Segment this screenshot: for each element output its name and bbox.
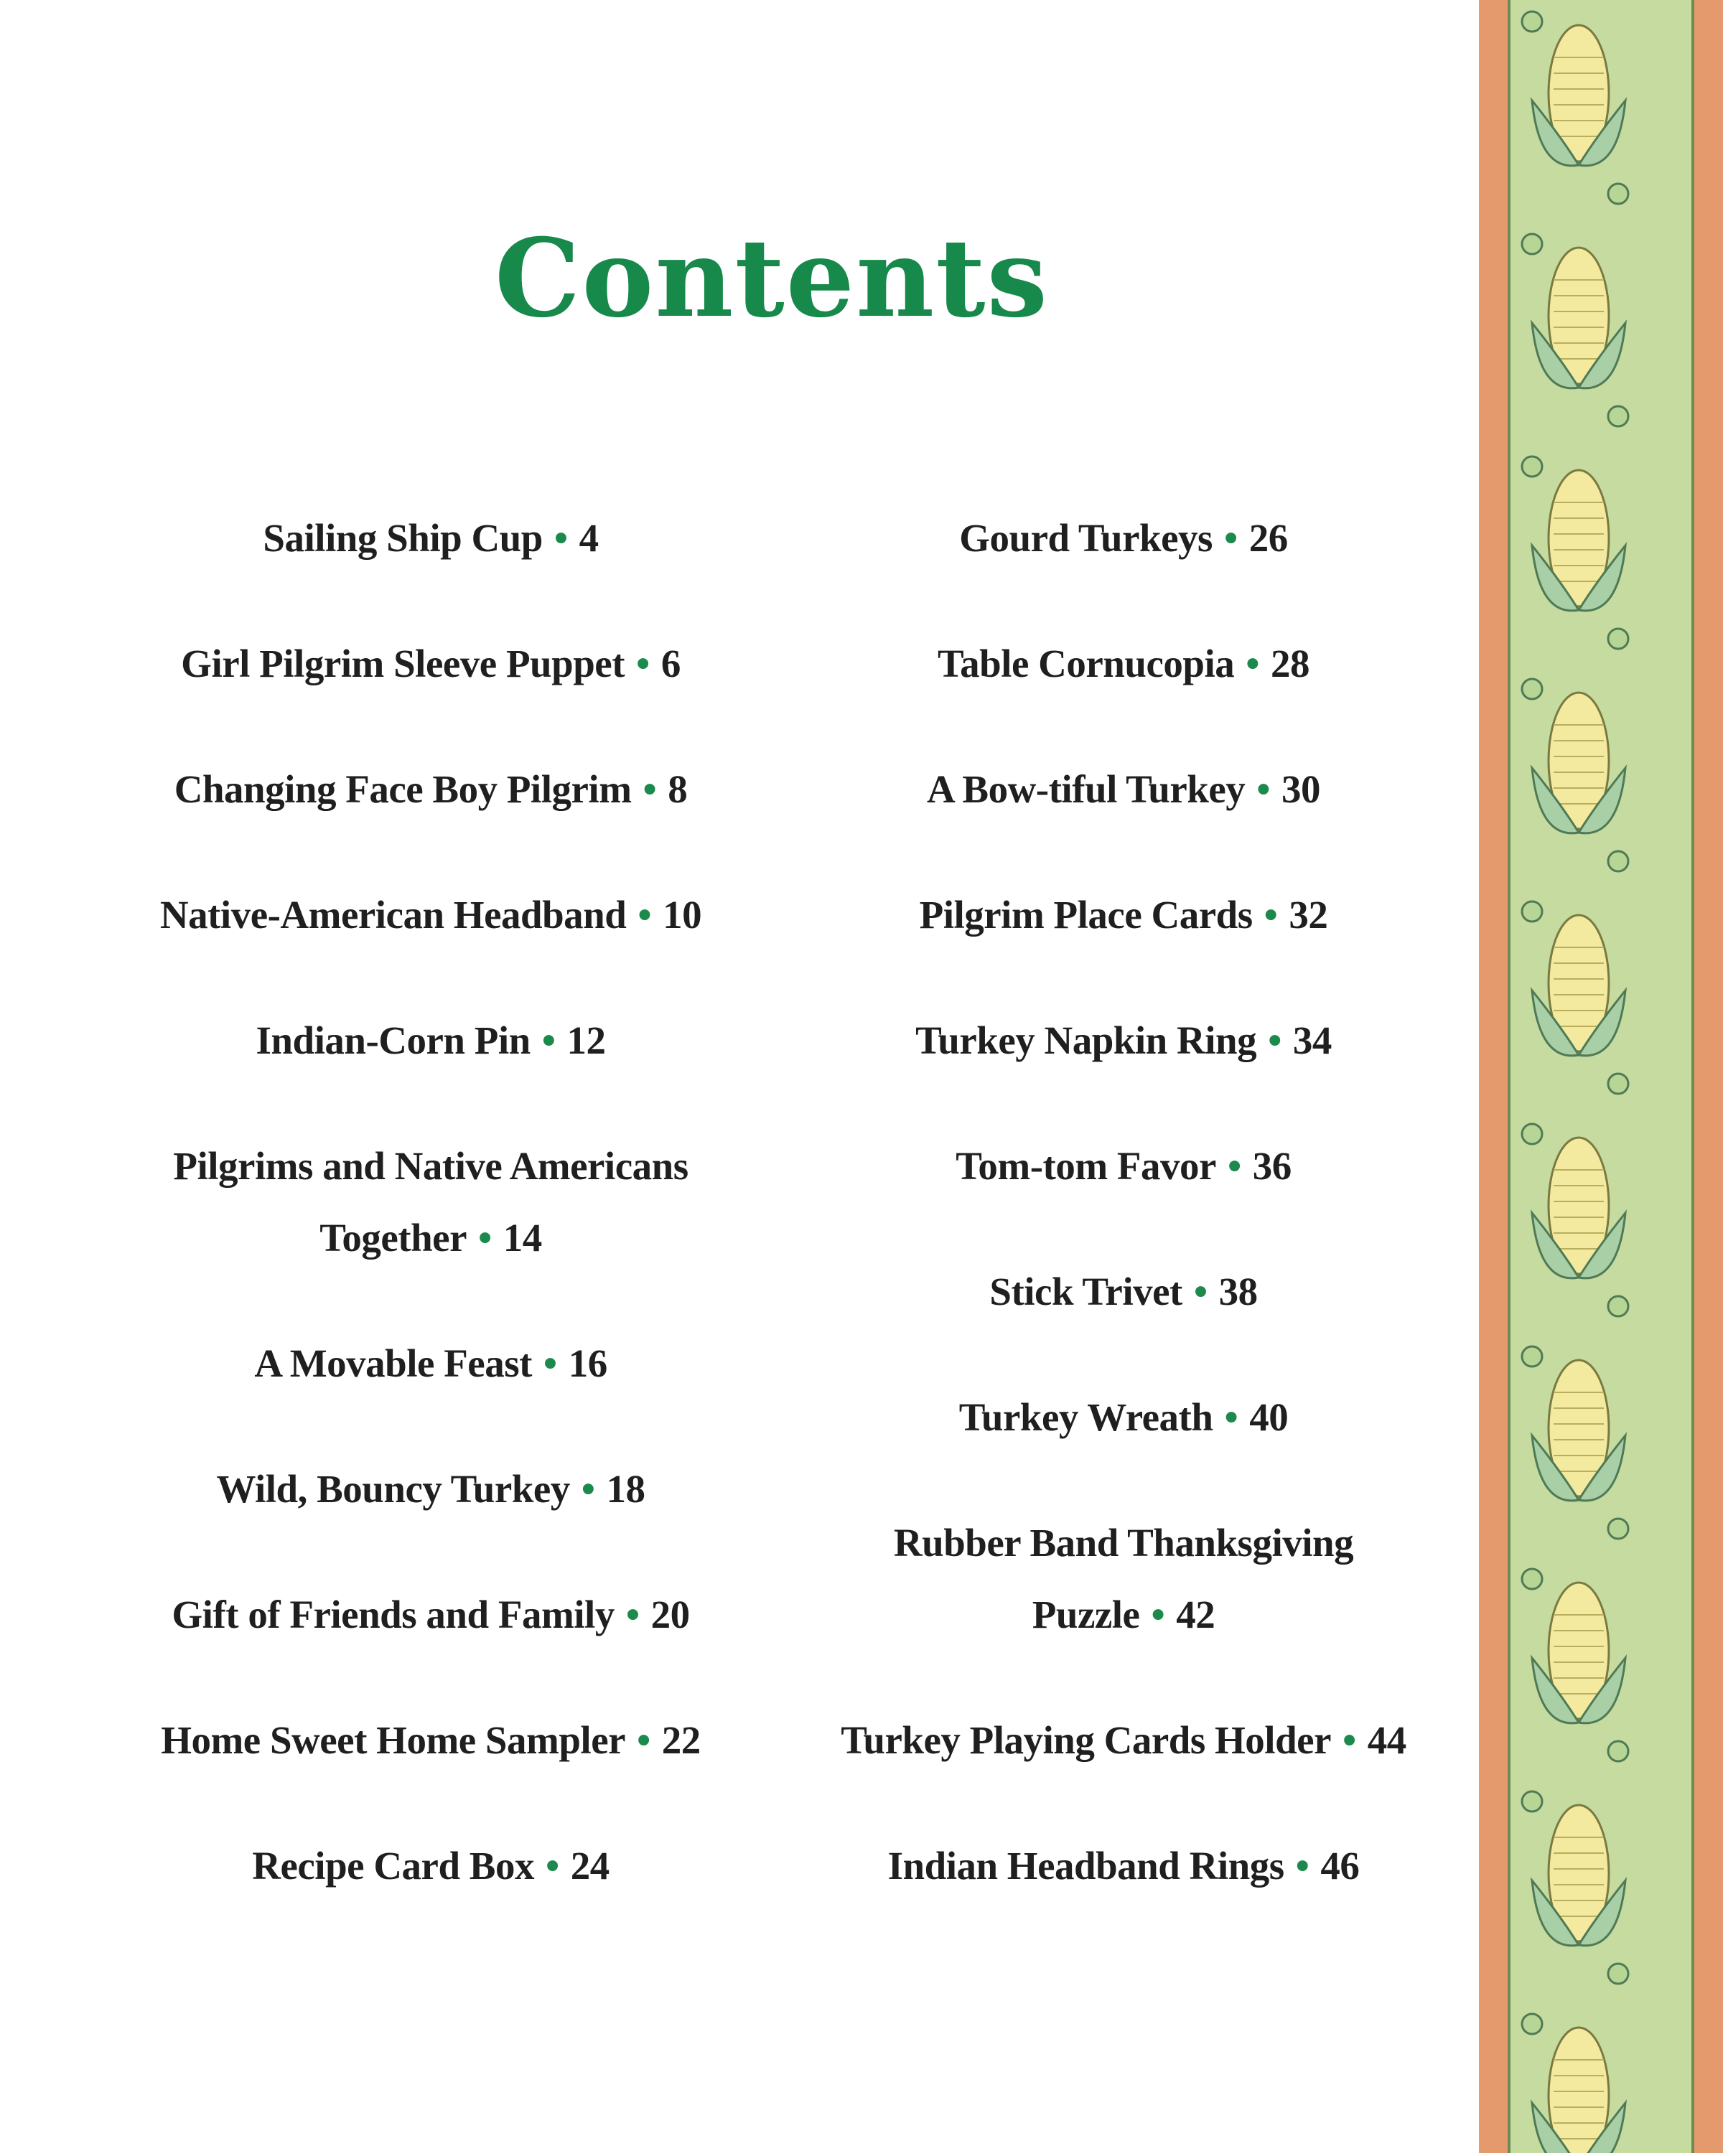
toc-page-number: 16	[568, 1341, 607, 1385]
corn-icon	[1522, 11, 1628, 204]
toc-entry-title: Recipe Card Box	[252, 1844, 534, 1888]
toc-entry[interactable]	[811, 754, 1436, 825]
toc-entry[interactable]	[811, 1830, 1436, 1902]
toc-entry-title: Tom-tom Favor	[956, 1144, 1216, 1188]
corn-icon	[1510, 0, 1640, 2153]
bullet-separator: •	[1256, 767, 1271, 811]
toc-entry-title: Puzzle	[1032, 1593, 1140, 1636]
bullet-separator: •	[1223, 516, 1238, 560]
toc-entry[interactable]	[811, 1256, 1436, 1328]
toc-entry-title-line1: Pilgrims and Native Americans	[173, 1144, 688, 1188]
toc-entry-title: Table Cornucopia	[937, 642, 1235, 685]
toc-page-number: 6	[660, 642, 681, 685]
toc-page-number: 26	[1248, 516, 1288, 560]
toc-entry-title: Turkey Playing Cards Holder	[841, 1718, 1331, 1762]
toc-page-number: 34	[1292, 1018, 1332, 1062]
toc-entry-title: Indian-Corn Pin	[256, 1018, 531, 1062]
toc-page-number: 24	[570, 1844, 610, 1888]
bullet-separator: •	[637, 1718, 650, 1762]
toc-page-number: 40	[1249, 1395, 1289, 1439]
bullet-separator: •	[1227, 1144, 1241, 1188]
toc-entry-title: Changing Face Boy Pilgrim	[174, 767, 632, 811]
toc-page-number: 4	[579, 516, 599, 560]
toc-entry-title: Together	[319, 1216, 467, 1260]
toc-page-number: 14	[503, 1216, 542, 1260]
toc-entry[interactable]	[136, 1328, 725, 1400]
bullet-separator: •	[636, 642, 650, 685]
toc-entry[interactable]	[136, 754, 725, 825]
toc-entry[interactable]	[136, 502, 725, 574]
bullet-separator: •	[554, 516, 568, 560]
bullet-separator: •	[638, 893, 652, 937]
toc-page-number: 44	[1367, 1718, 1406, 1762]
toc-entry-title: Gourd Turkeys	[959, 516, 1213, 560]
toc-entry-title: Turkey Wreath	[958, 1395, 1213, 1439]
toc-entry[interactable]	[811, 1507, 1436, 1651]
bullet-separator: •	[1246, 642, 1260, 685]
corn-icon	[1522, 1124, 1628, 1316]
toc-page-number: 32	[1289, 893, 1328, 937]
bullet-separator: •	[643, 767, 657, 811]
toc-entry[interactable]	[136, 1579, 725, 1651]
corn-icon	[1522, 679, 1628, 871]
toc-page-number: 18	[606, 1467, 645, 1511]
page-title: Contents	[494, 215, 1049, 342]
toc-page-number: 8	[668, 767, 688, 811]
corn-icon	[1522, 456, 1628, 649]
toc-entry-title: A Movable Feast	[254, 1341, 532, 1385]
toc-entry[interactable]	[136, 1005, 725, 1077]
corn-icon	[1522, 1791, 1628, 1984]
toc-entry[interactable]	[136, 1830, 725, 1902]
toc-entry[interactable]	[811, 1382, 1436, 1453]
toc-entry-title: Native-American Headband	[159, 893, 627, 937]
corn-border-strip	[1508, 0, 1694, 2153]
toc-page-number: 20	[650, 1593, 690, 1636]
toc-entry[interactable]	[136, 879, 725, 951]
toc-page-number: 36	[1252, 1144, 1292, 1188]
toc-entry-title: Wild, Bouncy Turkey	[216, 1467, 570, 1511]
toc-entry[interactable]	[136, 628, 725, 700]
toc-entry-title: A Bow-tiful Turkey	[926, 767, 1246, 811]
bullet-separator: •	[1224, 1395, 1238, 1439]
bullet-separator: •	[1268, 1018, 1281, 1062]
toc-entry-title: Gift of Friends and Family	[172, 1593, 615, 1636]
toc-entry[interactable]	[136, 1453, 725, 1525]
toc-entry-title: Sailing Ship Cup	[263, 516, 543, 560]
bullet-separator: •	[1295, 1844, 1309, 1888]
toc-entry[interactable]	[811, 628, 1436, 700]
toc-page-number: 10	[663, 893, 702, 937]
bullet-separator: •	[581, 1467, 595, 1511]
toc-entry-title: Indian Headband Rings	[887, 1844, 1284, 1888]
corn-icon	[1522, 1569, 1628, 1761]
corn-icon	[1522, 1346, 1628, 1539]
bullet-separator: •	[543, 1341, 557, 1385]
toc-entry[interactable]	[811, 502, 1436, 574]
toc-page-number: 12	[566, 1018, 606, 1062]
bullet-separator: •	[545, 1844, 559, 1888]
bullet-separator: •	[1264, 893, 1278, 937]
toc-entry[interactable]	[811, 1130, 1436, 1202]
toc-entry[interactable]	[136, 1130, 725, 1274]
bullet-separator: •	[1342, 1718, 1356, 1762]
toc-entry-title: Stick Trivet	[989, 1270, 1182, 1313]
toc-entry-title: Pilgrim Place Cards	[919, 893, 1253, 937]
toc-entry-title: Girl Pilgrim Sleeve Puppet	[181, 642, 625, 685]
toc-page-number: 46	[1320, 1844, 1360, 1888]
toc-entry-title: Home Sweet Home Sampler	[161, 1718, 626, 1762]
toc-page-number: 30	[1281, 767, 1321, 811]
bullet-separator: •	[541, 1018, 556, 1062]
toc-entry[interactable]	[811, 879, 1436, 951]
toc-entry-title-line1: Rubber Band Thanksgiving	[893, 1521, 1354, 1565]
toc-page-number: 38	[1218, 1270, 1258, 1313]
toc-entry[interactable]	[811, 1005, 1436, 1077]
bullet-separator: •	[625, 1593, 640, 1636]
toc-page-number: 42	[1176, 1593, 1215, 1636]
corn-icon	[1522, 2014, 1628, 2153]
bullet-separator: •	[478, 1216, 492, 1260]
corn-icon	[1522, 234, 1628, 426]
toc-page-number: 28	[1271, 642, 1310, 685]
corn-icon	[1522, 901, 1628, 1094]
toc-entry-title: Turkey Napkin Ring	[915, 1018, 1257, 1062]
toc-page-number: 22	[661, 1718, 701, 1762]
bullet-separator: •	[1151, 1593, 1165, 1636]
toc-entry[interactable]	[811, 1705, 1436, 1776]
toc-entry[interactable]	[136, 1705, 725, 1776]
bullet-separator: •	[1193, 1270, 1208, 1313]
